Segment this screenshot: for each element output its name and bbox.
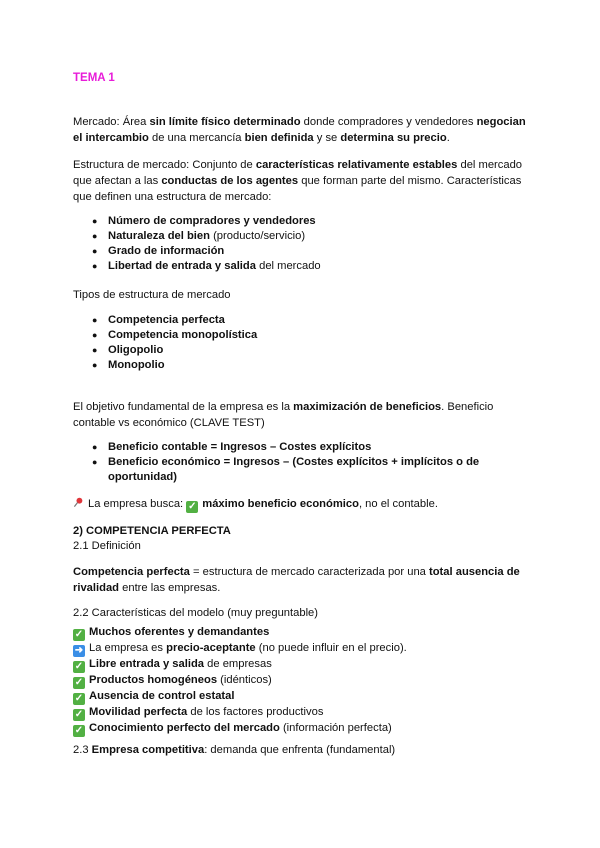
bold-text: Monopolio	[108, 359, 165, 371]
text: . Beneficio contable vs económico (CLAVE TEST)	[73, 401, 494, 429]
company-goal	[73, 496, 528, 513]
text: que forman parte del mismo. Características que definen una estructura de mercado:	[73, 175, 522, 203]
subsection-heading: 2.2 Características del modelo (muy preguntable)	[73, 607, 318, 619]
text: (producto/servicio)	[209, 230, 306, 242]
list-item	[92, 244, 321, 259]
text: (no puede influir en el precio).	[255, 642, 407, 654]
check-icon: ✓	[74, 677, 84, 688]
text: entre las empresas.	[119, 582, 221, 594]
bold-text: Productos homogéneos	[89, 674, 218, 686]
list-item	[92, 328, 257, 343]
text: El objetivo fundamental de la empresa es la	[73, 401, 294, 413]
profit-list	[92, 440, 512, 485]
list-item	[92, 455, 512, 485]
check-icon: ✓	[74, 661, 84, 672]
check-icon: ✓	[188, 501, 197, 512]
check-icon: ✓	[74, 693, 84, 704]
list-item	[92, 358, 257, 373]
bold-text: Naturaleza del bien	[108, 230, 210, 242]
bold-text: Empresa competitiva	[91, 744, 205, 756]
list-item	[92, 229, 321, 244]
checklist-item	[73, 705, 407, 721]
bold-text: Competencia monopolística	[108, 329, 258, 341]
list-item	[92, 313, 257, 328]
checklist-item	[73, 625, 407, 641]
text: = estructura de mercado caracterizada por una	[189, 566, 429, 578]
checklist-item	[73, 721, 407, 737]
text: (información perfecta)	[279, 722, 392, 734]
text: del mercado que afectan a las	[73, 159, 523, 187]
checklist-item	[73, 657, 407, 673]
text: Mercado: Área	[73, 116, 150, 128]
bold-text: características relativamente estables	[255, 159, 458, 171]
bold-text: Muchos oferentes y demandantes	[89, 626, 270, 638]
text: La empresa busca:	[88, 498, 187, 510]
bold-text: Número de compradores y vendedores	[108, 215, 316, 227]
checklist-item	[73, 689, 407, 705]
text: (idénticos)	[217, 674, 272, 686]
bold-text: bien definida	[244, 132, 314, 144]
bold-text: Libre entrada y salida	[89, 658, 205, 670]
check-icon: ✓	[74, 709, 84, 720]
bold-text: Competencia perfecta	[73, 566, 190, 578]
structure-types-list	[92, 313, 257, 373]
section-heading	[73, 523, 528, 539]
text: .	[446, 132, 450, 144]
characteristics-list	[92, 214, 321, 274]
characteristics-checklist	[73, 625, 407, 737]
bold-text: Grado de información	[108, 245, 225, 257]
bold-text: Competencia perfecta	[108, 314, 225, 326]
bold-text: Ausencia de control estatal	[89, 690, 235, 702]
bold-text: Oligopolio	[108, 344, 164, 356]
text: de una mercancía	[148, 132, 245, 144]
bold-text: sin límite físico determinado	[149, 116, 301, 128]
text: donde compradores y vendedores	[300, 116, 477, 128]
pushpin-icon	[73, 497, 84, 508]
bold-text: Conocimiento perfecto del mercado	[89, 722, 280, 734]
bold-text: Movilidad perfecta	[89, 706, 188, 718]
market-definition	[73, 114, 528, 146]
text: La empresa es	[89, 642, 167, 654]
text: , no el contable.	[358, 498, 438, 510]
bold-text: Libertad de entrada y salida	[108, 260, 256, 272]
list-item	[92, 259, 321, 274]
text: del mercado	[255, 260, 321, 272]
subsection-heading: 2.1 Definición	[73, 540, 141, 552]
bold-text: negocian el intercambio	[73, 116, 526, 144]
market-structure-definition	[73, 157, 528, 205]
bold-text: Beneficio económico = Ingresos – (Costes explícitos + implícitos o de oportunidad)	[108, 456, 480, 483]
bold-text: determina su precio	[340, 132, 447, 144]
text: de empresas	[204, 658, 272, 670]
page-title: TEMA 1	[73, 72, 115, 84]
check-icon: ✓	[74, 629, 84, 640]
perfect-competition-definition	[73, 564, 528, 596]
bold-text: máximo beneficio económico	[202, 498, 359, 510]
bold-text: precio-aceptante	[166, 642, 256, 654]
right-arrow-icon: ➜	[74, 645, 84, 656]
text: y se	[313, 132, 341, 144]
checklist-item	[73, 641, 407, 657]
checklist-item	[73, 673, 407, 689]
text: : demanda que enfrenta (fundamental)	[204, 744, 396, 756]
bold-text: conductas de los agentes	[161, 175, 299, 187]
bold-text: maximización de beneficios	[293, 401, 442, 413]
check-icon: ✓	[74, 725, 84, 736]
subsection-heading	[73, 742, 528, 758]
text: Estructura de mercado: Conjunto de	[73, 159, 256, 171]
text: 2.3	[73, 744, 92, 756]
list-item	[92, 343, 257, 358]
list-item	[92, 440, 512, 455]
bold-text: Beneficio contable = Ingresos – Costes explícitos	[108, 441, 372, 453]
bold-text: 2) COMPETENCIA PERFECTA	[73, 525, 231, 537]
structure-types-heading: Tipos de estructura de mercado	[73, 289, 231, 301]
bold-text: total ausencia de rivalidad	[73, 566, 520, 594]
objective-paragraph	[73, 399, 528, 431]
text: de los factores productivos	[187, 706, 324, 718]
list-item	[92, 214, 321, 229]
